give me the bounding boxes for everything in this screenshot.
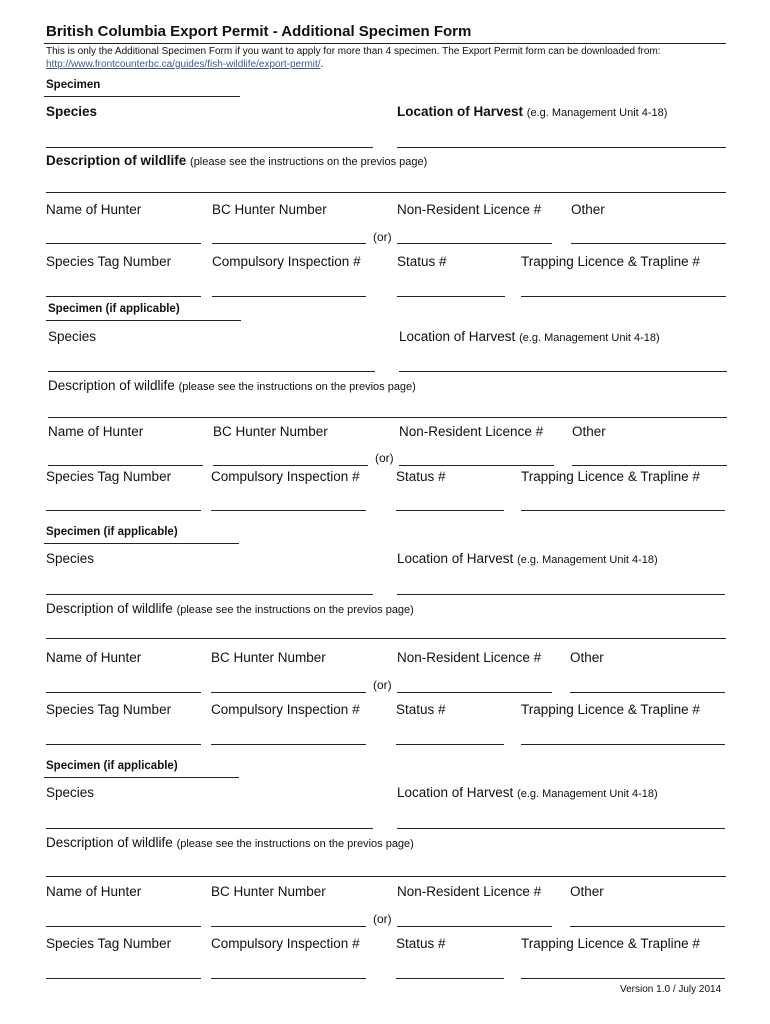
- species-tag-number-label: Species Tag Number: [46, 469, 172, 484]
- location-field[interactable]: [397, 578, 725, 595]
- bc-hunter-number-label: BC Hunter Number: [211, 650, 326, 665]
- or-text: (or): [375, 451, 394, 465]
- species-label: Species: [46, 785, 95, 800]
- location-label-text: Location of Harvest: [397, 785, 514, 800]
- or-text: (or): [373, 912, 392, 926]
- description-hint: (please see the instructions on the previos page): [176, 838, 414, 850]
- section-header-rule: [44, 777, 239, 778]
- compulsory-inspection-field[interactable]: [211, 728, 366, 745]
- form-title: British Columbia Export Permit - Additional Specimen Form: [46, 23, 472, 40]
- description-field[interactable]: [48, 401, 727, 418]
- status-field[interactable]: [396, 962, 504, 979]
- compulsory-inspection-label: Compulsory Inspection #: [212, 254, 361, 269]
- non-resident-licence-field[interactable]: [397, 676, 552, 693]
- species-tag-number-field[interactable]: [46, 728, 201, 745]
- status-label: Status #: [396, 702, 446, 717]
- status-field[interactable]: [396, 494, 504, 511]
- description-label-text: Description of wildlife: [46, 601, 173, 616]
- or-text: (or): [373, 230, 392, 244]
- species-tag-number-field[interactable]: [46, 962, 201, 979]
- location-label: [397, 785, 658, 800]
- intro-text: This is only the Additional Specimen Form if you want to apply for more than 4 specimen. The Export Permit form can be downloaded from:: [46, 46, 661, 57]
- species-field[interactable]: [48, 355, 375, 372]
- name-of-hunter-field[interactable]: [46, 910, 201, 927]
- trapping-licence-label: Trapping Licence & Trapline #: [521, 702, 700, 717]
- trapping-licence-label: Trapping Licence & Trapline #: [521, 254, 700, 269]
- section-header: Specimen (if applicable): [46, 760, 178, 772]
- section-header-rule: [46, 320, 241, 321]
- species-tag-number-field[interactable]: [46, 494, 201, 511]
- location-field[interactable]: [397, 131, 726, 148]
- version-text: Version 1.0 / July 2014: [620, 984, 722, 995]
- description-hint: (please see the instructions on the previos page): [190, 156, 428, 168]
- bc-hunter-number-field[interactable]: [211, 910, 366, 927]
- location-hint: (e.g. Management Unit 4-18): [517, 788, 658, 800]
- species-tag-number-label: Species Tag Number: [46, 936, 172, 951]
- trapping-licence-field[interactable]: [521, 728, 725, 745]
- name-of-hunter-label: Name of Hunter: [46, 650, 142, 665]
- bc-hunter-number-label: BC Hunter Number: [212, 202, 327, 217]
- status-field[interactable]: [397, 280, 505, 297]
- trapping-licence-field[interactable]: [521, 280, 726, 297]
- or-text: (or): [373, 678, 392, 692]
- species-label: Species: [46, 551, 95, 566]
- non-resident-licence-field[interactable]: [399, 449, 554, 466]
- link-suffix: .: [320, 59, 324, 70]
- bc-hunter-number-label: BC Hunter Number: [211, 884, 326, 899]
- description-label-text: Description of wildlife: [46, 835, 173, 850]
- non-resident-licence-label: Non-Resident Licence #: [399, 424, 544, 439]
- species-field[interactable]: [46, 812, 373, 829]
- location-field[interactable]: [397, 812, 725, 829]
- export-permit-link-line: [46, 59, 323, 70]
- bc-hunter-number-field[interactable]: [211, 676, 366, 693]
- section-header-rule: [44, 96, 240, 97]
- trapping-licence-field[interactable]: [521, 494, 725, 511]
- description-label: [46, 601, 414, 616]
- other-field[interactable]: [572, 449, 727, 466]
- other-field[interactable]: [571, 227, 726, 244]
- species-label: Species: [46, 104, 98, 119]
- bc-hunter-number-field[interactable]: [213, 449, 368, 466]
- compulsory-inspection-field[interactable]: [212, 280, 366, 297]
- compulsory-inspection-field[interactable]: [211, 494, 366, 511]
- trapping-licence-label: Trapping Licence & Trapline #: [521, 936, 700, 951]
- compulsory-inspection-label: Compulsory Inspection #: [211, 469, 360, 484]
- other-label: Other: [570, 884, 604, 899]
- name-of-hunter-field[interactable]: [46, 676, 201, 693]
- species-tag-number-label: Species Tag Number: [46, 254, 172, 269]
- non-resident-licence-field[interactable]: [397, 910, 552, 927]
- other-label: Other: [570, 650, 604, 665]
- compulsory-inspection-field[interactable]: [211, 962, 366, 979]
- trapping-licence-field[interactable]: [521, 962, 725, 979]
- description-label-text: Description of wildlife: [46, 153, 187, 168]
- species-tag-number-label: Species Tag Number: [46, 702, 172, 717]
- description-hint: (please see the instructions on the previos page): [178, 381, 416, 393]
- description-field[interactable]: [46, 860, 726, 877]
- description-label: [48, 378, 416, 393]
- other-label: Other: [572, 424, 606, 439]
- species-tag-number-field[interactable]: [46, 280, 201, 297]
- location-label: [397, 104, 667, 119]
- bc-hunter-number-field[interactable]: [212, 227, 366, 244]
- non-resident-licence-label: Non-Resident Licence #: [397, 884, 542, 899]
- status-label: Status #: [396, 936, 446, 951]
- status-field[interactable]: [396, 728, 504, 745]
- location-field[interactable]: [399, 355, 727, 372]
- section-header: Specimen: [46, 79, 101, 91]
- description-field[interactable]: [46, 622, 726, 639]
- non-resident-licence-label: Non-Resident Licence #: [397, 650, 542, 665]
- description-field[interactable]: [46, 176, 726, 193]
- location-hint: (e.g. Management Unit 4-18): [519, 332, 660, 344]
- name-of-hunter-label: Name of Hunter: [46, 884, 142, 899]
- location-label-text: Location of Harvest: [397, 104, 524, 119]
- non-resident-licence-field[interactable]: [397, 227, 552, 244]
- species-label: Species: [48, 329, 97, 344]
- description-label: [46, 835, 414, 850]
- compulsory-inspection-label: Compulsory Inspection #: [211, 702, 360, 717]
- title-rule: [44, 43, 726, 44]
- bc-hunter-number-label: BC Hunter Number: [213, 424, 328, 439]
- species-field[interactable]: [46, 131, 373, 148]
- status-label: Status #: [396, 469, 446, 484]
- description-hint: (please see the instructions on the previos page): [176, 604, 414, 616]
- section-header: Specimen (if applicable): [46, 526, 178, 538]
- description-label-text: Description of wildlife: [48, 378, 175, 393]
- trapping-licence-label: Trapping Licence & Trapline #: [521, 469, 700, 484]
- section-header-rule: [44, 543, 239, 544]
- location-hint: (e.g. Management Unit 4-18): [526, 107, 668, 119]
- non-resident-licence-label: Non-Resident Licence #: [397, 202, 542, 217]
- location-hint: (e.g. Management Unit 4-18): [517, 554, 658, 566]
- other-field[interactable]: [570, 910, 725, 927]
- location-label-text: Location of Harvest: [399, 329, 516, 344]
- name-of-hunter-label: Name of Hunter: [46, 202, 142, 217]
- other-field[interactable]: [570, 676, 725, 693]
- status-label: Status #: [397, 254, 447, 269]
- name-of-hunter-field[interactable]: [46, 227, 201, 244]
- section-header: Specimen (if applicable): [48, 303, 180, 315]
- location-label-text: Location of Harvest: [397, 551, 514, 566]
- name-of-hunter-field[interactable]: [48, 449, 203, 466]
- location-label: [399, 329, 660, 344]
- export-permit-link[interactable]: http://www.frontcounterbc.ca/guides/fish-wildlife/export-permit/: [46, 59, 321, 70]
- other-label: Other: [571, 202, 605, 217]
- location-label: [397, 551, 658, 566]
- compulsory-inspection-label: Compulsory Inspection #: [211, 936, 360, 951]
- species-field[interactable]: [46, 578, 373, 595]
- description-label: [46, 153, 427, 168]
- name-of-hunter-label: Name of Hunter: [48, 424, 144, 439]
